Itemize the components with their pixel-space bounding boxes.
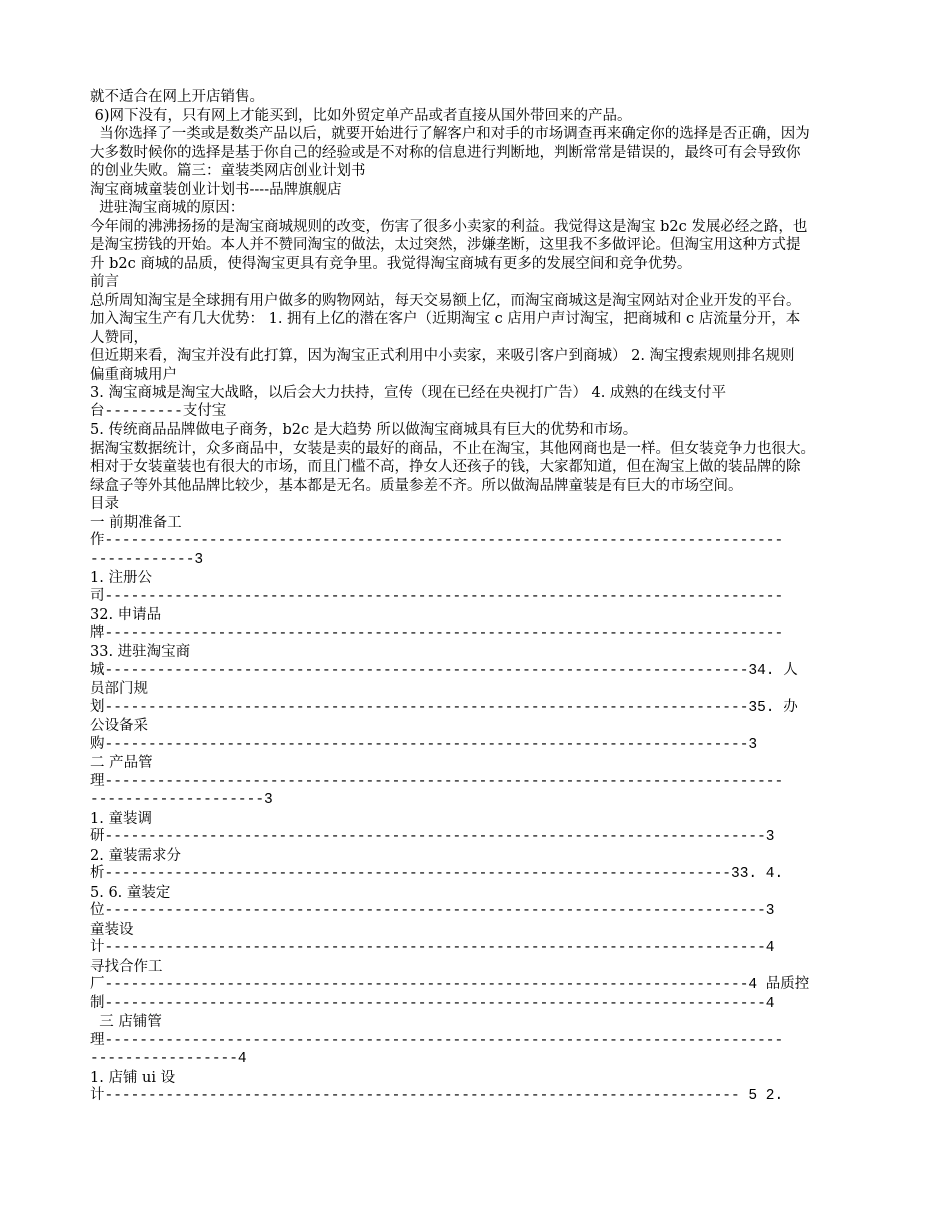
document-line: 城--------------------------------------------------------------------------34. 人 [90, 662, 798, 679]
document-line: 绿盒子等外其他品牌比较少，基本都是无名。质量参差不齐。所以做淘品牌童装是有巨大的市场空间。 [90, 477, 743, 494]
document-line: 淘宝商城童装创业计划书----品牌旗舰店 [90, 181, 342, 198]
document-line: 理------------------------------------------------------------------------------ [90, 1032, 784, 1049]
document-line: 人赞同， [90, 329, 148, 346]
document-line: 5. 6. 童装定 [90, 884, 171, 901]
document-line: --------------------3 [90, 792, 273, 808]
document-line: 作------------------------------------------------------------------------------ [90, 533, 784, 549]
document-line: 当你选择了一类或是数类产品以后，就要开始进行了解客户和对手的市场调查再来确定你的选择是否正确，因为 [90, 126, 810, 142]
document-line: 牌------------------------------------------------------------------------------ [90, 625, 784, 642]
document-line: 计----------------------------------------------------------------------------4 [90, 940, 775, 956]
document-line: 大多数时候你的选择是基于你自己的经验或是不对称的信息进行判断地，判断常常是错误的，最终可有会导致你 [90, 144, 801, 161]
document-line: 位----------------------------------------------------------------------------3 [90, 903, 775, 919]
document-line: 是淘宝捞钱的开始。本人并不赞同淘宝的做法，太过突然，涉嫌垄断，这里我不多做评论。但淘宝用这种方式提 [90, 237, 801, 253]
document-line: 据淘宝数据统计，众多商品中，女装是卖的最好的商品，不止在淘宝，其他网商也是一样。但女装竞争力也很大。 [90, 440, 815, 457]
document-line: 划--------------------------------------------------------------------------35. 办 [90, 699, 798, 716]
document-line: 司------------------------------------------------------------------------------ [90, 588, 784, 605]
document-body [90, 88, 860, 1106]
document-line: 制----------------------------------------------------------------------------4 [90, 995, 775, 1012]
document-line: 2. 童装需求分 [90, 847, 181, 864]
document-line: 今年闹的沸沸扬扬的是淘宝商城规则的改变，伤害了很多小卖家的利益。我觉得这是淘宝 b2c 发展必经之路，也 [90, 218, 808, 235]
document-line: 理------------------------------------------------------------------------------ [90, 773, 784, 790]
document-line: 进驻淘宝商城的原因： [90, 200, 245, 216]
document-line: 相对于女装童装也有很大的市场，而且门槛不高，挣女人还孩子的钱，大家都知道，但在淘宝上做的装品牌的除 [90, 459, 801, 475]
document-line: 3. 淘宝商城是淘宝大战略，以后会大力扶持，宣传（现在已经在央视打广告） 4. 成熟的在线支付平 [90, 385, 726, 401]
document-line: 1. 注册公 [90, 570, 152, 586]
document-line: 的创业失败。篇三：童装类网店创业计划书 [90, 163, 366, 179]
document-line: 研----------------------------------------------------------------------------3 [90, 829, 775, 845]
document-line: 目录 [90, 496, 119, 512]
document-line: 计------------------------------------------------------------------------- 5 2. [90, 1088, 784, 1104]
document-line: 32. 申请品 [90, 607, 162, 623]
document-line: 5. 传统商品品牌做电子商务，b2c 是大趋势 所以做淘宝商城具有巨大的优势和市场。 [90, 422, 638, 438]
document-line: 加入淘宝生产有几大优势： 1. 拥有上亿的潜在客户（近期淘宝 c 店用户声讨淘宝，把商城和 c 店流量分开，本 [90, 311, 801, 327]
document-line: 员部门规 [90, 681, 148, 697]
document-line: 但近期来看，淘宝并没有此打算，因为淘宝正式利用中小卖家，来吸引客户到商城） 2. 淘宝搜索规则排名规则 [90, 348, 795, 364]
document-line: 1. 童装调 [90, 810, 152, 827]
document-line: 一 前期准备工 [90, 514, 182, 531]
document-line: ------------3 [90, 551, 204, 568]
document-line: 升 b2c 商城的品质，使得淘宝更具有竞争里。我觉得淘宝商城有更多的发展空间和竞争优势。 [90, 255, 692, 272]
document-line: -----------------4 [90, 1051, 247, 1067]
document-line: 析------------------------------------------------------------------------33. 4. [90, 866, 784, 882]
document-line: 二 产品管 [90, 755, 153, 771]
document-line: 1. 店铺 ui 设 [90, 1069, 176, 1086]
document-line: 33. 进驻淘宝商 [90, 644, 191, 660]
document-line: 6)网下没有，只有网上才能买到，比如外贸定单产品或者直接从国外带回来的产品。 [90, 107, 632, 124]
document-line: 总所周知淘宝是全球拥有用户做多的购物网站，每天交易额上亿，而淘宝商城这是淘宝网站对企业开发的平台。 [90, 292, 801, 309]
document-line: 前言 [90, 274, 119, 290]
document-line: 寻找合作工 [90, 958, 163, 975]
document-line: 童装设 [90, 921, 134, 938]
document-line: 购--------------------------------------------------------------------------3 [90, 736, 758, 753]
document-line: 厂--------------------------------------------------------------------------4 品质控 [90, 977, 810, 993]
document-line: 偏重商城用户 [90, 366, 177, 383]
document-line: 就不适合在网上开店销售。 [90, 89, 264, 105]
document-line: 三 店铺管 [90, 1014, 162, 1030]
document-line: 公设备采 [90, 718, 148, 734]
document-line: 台---------支付宝 [90, 403, 227, 420]
